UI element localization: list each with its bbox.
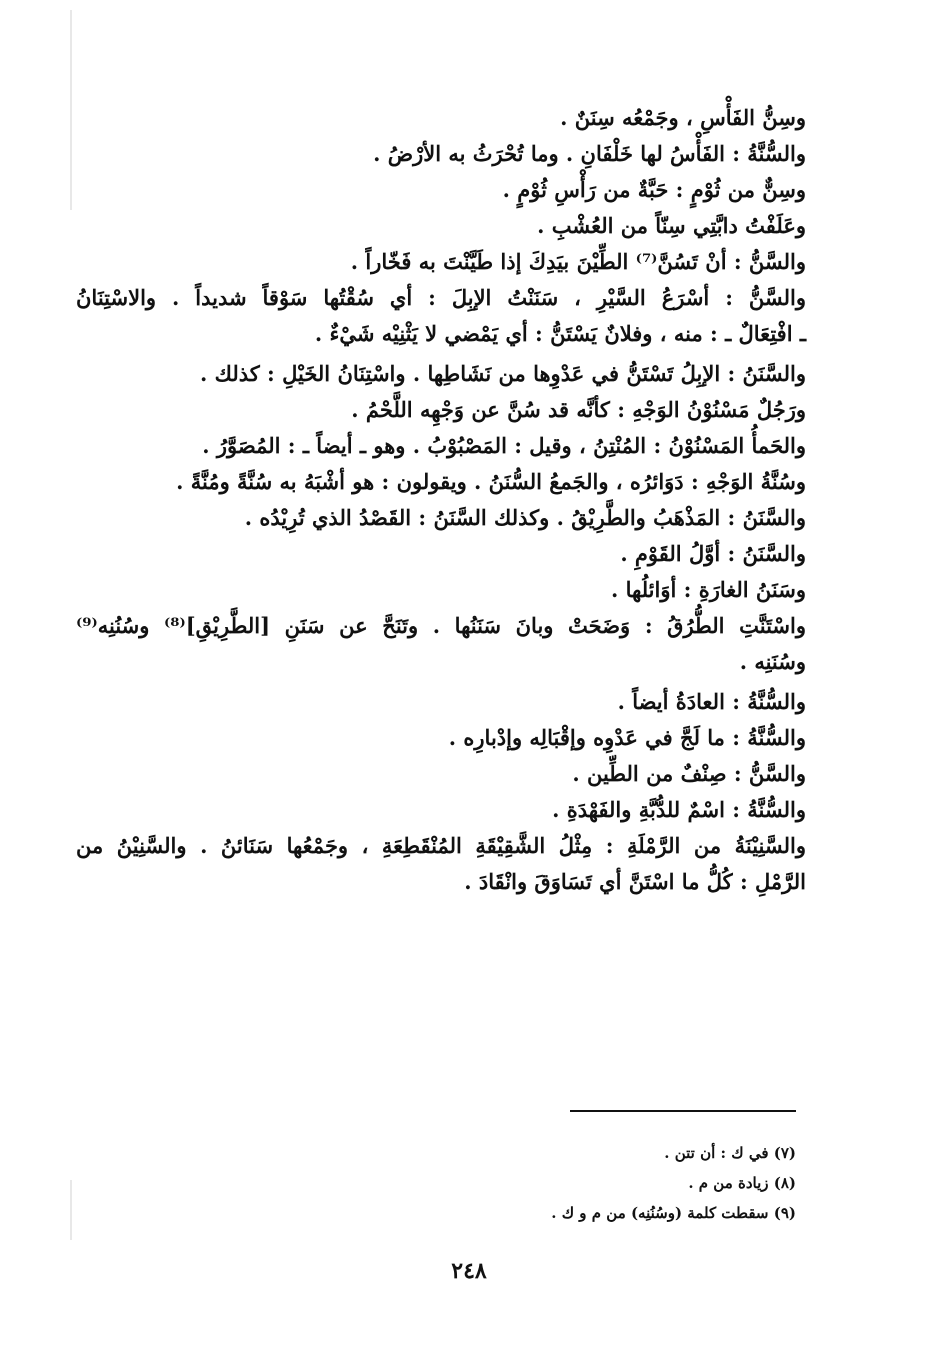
- text-line: والسَّنُّ : أنْ تَسُنَّ⁽⁷⁾ الطِّيْنَ بيَدِكَ إذا طَيَّنْتَ به فَخّاراً .: [350, 249, 806, 274]
- text-line: والحَمأُ المَسْنُوْنُ : المُنْتِنُ ، وقيل : المَصْبُوْبُ . وهو ـ أيضاً ـ : المُصَوَّرُ .: [202, 433, 806, 458]
- text-line: والسُّنَّةُ : العادَةُ أيضاً .: [617, 689, 806, 714]
- footnote: (٩) سقطت كلمة (وسُنُنِه) من م و ك .: [551, 1204, 796, 1222]
- text-line: وسِنٌّ من ثُوْمٍ : حَبَّةٌ من رَأْسِ ثُوْمٍ .: [502, 177, 806, 202]
- text-line: والسَّنَنُ : الإبِلُ تَسْتَنُّ في عَدْوِها من نَشَاطِها . واسْتِنَانُ الخَيْلِ : كذلك .: [200, 361, 806, 386]
- text-line: والسُّنَّةُ : ما لَجَّ في عَدْوِه وإقْبَالِه وإدْبارِه .: [448, 725, 806, 750]
- footnote: (٧) في ك : أن تتن .: [664, 1144, 796, 1162]
- text-line: ـ افْتِعَالٌ ـ : منه ، وفلانٌ يَسْتَنُّ : أي يَمْضي لا يَثْنِيْه شَيْءٌ .: [314, 321, 806, 346]
- text-line: ورَجُلٌ مَسْنُوْنُ الوَجْهِ : كأنَّه قد سُنَّ عن وَجْهِه اللَّحْمُ .: [351, 397, 806, 422]
- text-line: والسَّنَنُ : المَذْهَبُ والطَّرِيْقُ . وكذلك السَّنَنُ : القَصْدُ الذي تُرِيْدُه .: [244, 505, 806, 530]
- text-line: وعَلَفْتُ دابَّتِي سِنّاً من العُشْبِ .: [537, 213, 806, 238]
- text-line: وسَنَنُ الغارَةِ : أوَائلُها .: [611, 577, 806, 602]
- scan-edge-mark: [70, 10, 72, 210]
- text-line: وسُنَنِه .: [739, 649, 806, 674]
- text-line: واسْتَنَّتِ الطُّرُقُ : وَضَحَتْ وبانَ سَنَنُها . وتَنَحَّ عن سَنَنِ [الطَّرِيْقِ]⁽⁸⁾ وسُنُنِه⁽⁹⁾: [76, 613, 806, 638]
- text-line: والسُّنَّةُ : اسْمٌ للدُّبَّةِ والفَهْدَةِ .: [552, 797, 806, 822]
- text-line: الرَّمْلِ : كُلُّ ما اسْتَنَّ أي تَسَاوَقَ وانْقَادَ .: [464, 869, 806, 894]
- page-number: ٢٤٨: [451, 1258, 487, 1284]
- text-line: وسِنُّ الفَأْسِ ، وجَمْعُه سِنَنٌ .: [560, 105, 806, 130]
- text-line: والسَّنَنُ : أوَّلُ القَوْمِ .: [620, 541, 806, 566]
- scan-edge-mark: [70, 1180, 72, 1240]
- text-line: والسُّنَّةُ : الفَأْسُ لها خَلْفَانِ . وما تُحْرَثُ به الأرْضُ .: [373, 141, 806, 166]
- text-line: وسُنَّةُ الوَجْهِ : دَوَائرُه ، والجَمعُ السُّنَنُ . ويقولون : هو أشْبَهُ به سُنَّةً ومُنَّةً .: [176, 469, 806, 494]
- footnotes-block: [296, 1138, 796, 1228]
- text-line: والسَّنُّ : صِنْفٌ من الطِّين .: [572, 761, 806, 786]
- text-line: والسَّنِيْنَةُ من الرَّمْلَةِ : مِثْلُ الشَّقِيْقَةِ المُنْقَطِعَةِ ، وجَمْعُها سَنَائنُ . والسَّنِيْنُ من: [76, 833, 806, 858]
- footnote: (٨) زيادة من م .: [688, 1174, 796, 1192]
- text-line: والسَّنُّ : أسْرَعُ السَّيْرِ ، سَنَنْتُ الإبِلَ : أي سُقْتُها سَوْقاً شديداً . والاسْتِنَانُ: [76, 285, 806, 310]
- main-text-block: [76, 100, 806, 900]
- footnote-divider: [570, 1110, 796, 1112]
